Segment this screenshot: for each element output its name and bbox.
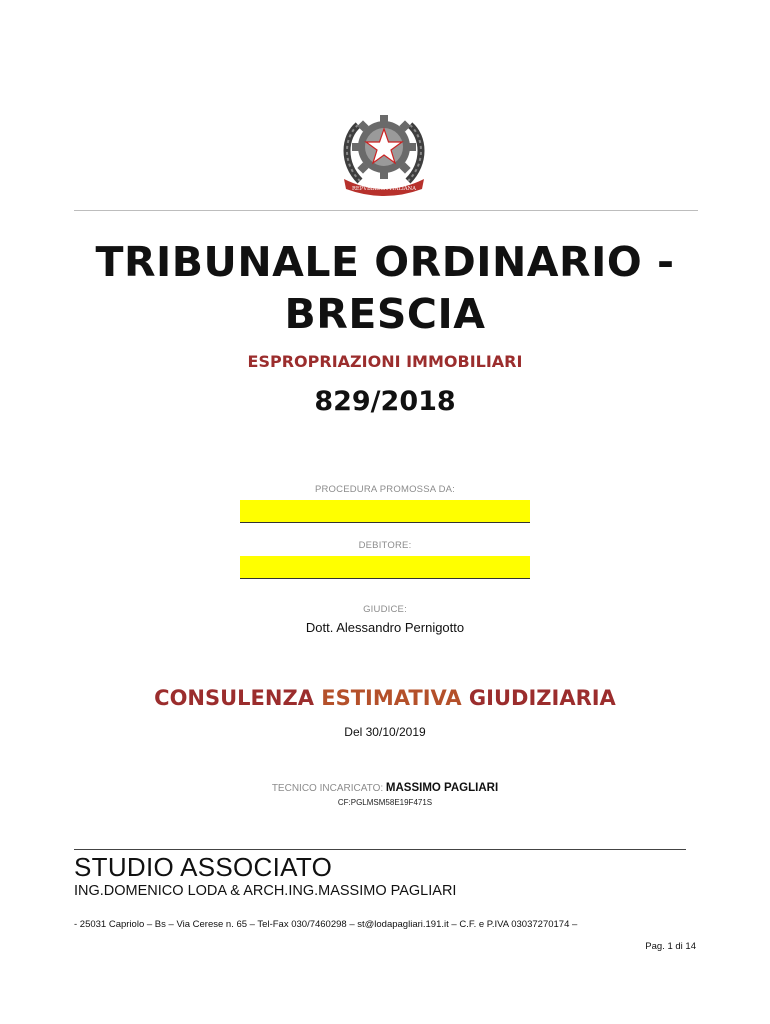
debitore-label: DEBITORE:: [358, 540, 412, 551]
document-heading: [0, 686, 770, 710]
studio-address: - 25031 Capriolo – Bs – Via Cerese n. 65 – Tel-Fax 030/7460298 – st@lodapagliari.191.it – C.F. e P.IVA 03037270174 –: [74, 919, 578, 930]
footer-divider: [74, 849, 686, 850]
top-divider: [74, 210, 698, 211]
emblem-ribbon-text: REPVBBLICA ITALIANA: [352, 186, 416, 192]
page-number: Pag. 1 di 14: [645, 941, 696, 952]
heading-part-3: GIUDIZIARIA: [461, 686, 616, 710]
tecnico-label: TECNICO INCARICATO:: [271, 783, 386, 794]
studio-name: STUDIO ASSOCIATO: [74, 852, 333, 882]
title-line-2: BRESCIA: [284, 290, 486, 338]
promossa-label: PROCEDURA PROMOSSA DA:: [314, 484, 456, 495]
title-line-1: TRIBUNALE ORDINARIO -: [95, 238, 675, 286]
heading-part-2: ESTIMATIVA: [321, 686, 462, 710]
document-date: Del 30/10/2019: [344, 725, 426, 739]
debitore-redacted-field: [240, 556, 530, 579]
tecnico-line: [0, 782, 770, 794]
promossa-redacted-field: [240, 500, 530, 523]
studio-members: ING.DOMENICO LODA & ARCH.ING.MASSIMO PAGLIARI: [74, 883, 457, 899]
subtitle: ESPROPRIAZIONI IMMOBILIARI: [247, 352, 523, 371]
page-title: [0, 236, 770, 340]
tecnico-cf: CF:PGLMSM58E19F471S: [337, 798, 433, 807]
giudice-name: Dott. Alessandro Pernigotto: [305, 620, 465, 635]
procedure-number: 829/2018: [314, 386, 456, 417]
giudice-label: GIUDICE:: [363, 604, 407, 615]
tecnico-name: MASSIMO PAGLIARI: [385, 782, 499, 794]
italian-republic-emblem-icon: [338, 103, 430, 197]
heading-part-1: CONSULENZA: [154, 686, 322, 710]
